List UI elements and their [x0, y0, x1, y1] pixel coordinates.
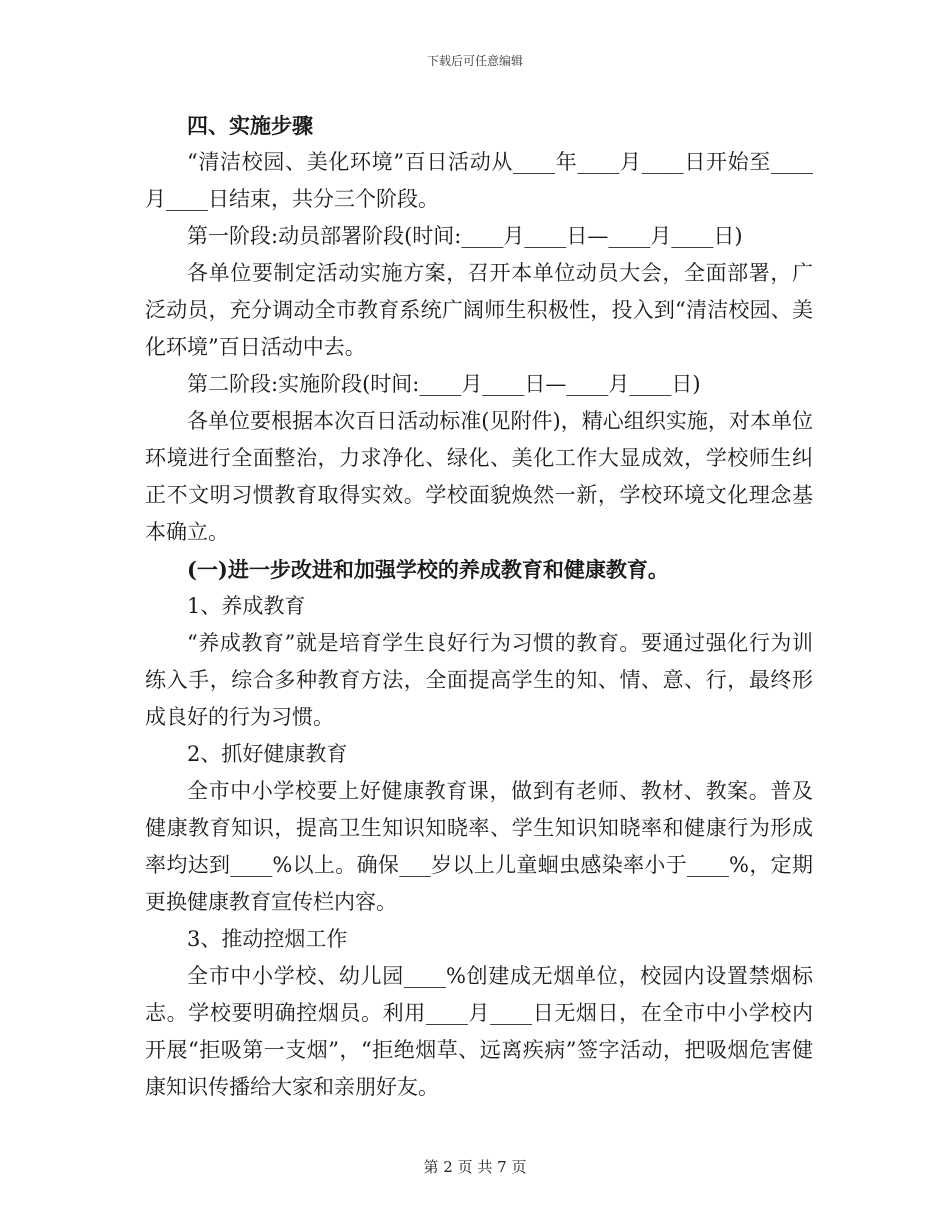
item-heading-tobacco-control: 3、推动控烟工作 — [187, 927, 348, 951]
subsection-heading-1: (一)进一步改进和加强学校的养成教育和健康教育。 — [187, 557, 669, 582]
paragraph-phase-one: 第一阶段:动员部署阶段(时间:____月____日—____月____日) — [187, 224, 743, 248]
paragraph-phase-two: 第二阶段:实施阶段(时间:____月____日—____月____日) — [187, 372, 701, 396]
item-heading-health-education: 2、抓好健康教育 — [187, 742, 348, 766]
item-heading-habit-education: 1、养成教育 — [187, 594, 306, 618]
page-header: 下载后可任意编辑 — [426, 54, 523, 68]
paragraph-health-education: 全市中小学校要上好健康教育课，做到有老师、教材、教案。普及健康教育知识，提高卫生知识知晓率、学生知识知晓率和健康行为形成率均达到____%以上。确保___岁以上儿童蛔虫感染率小于____%，定期更换健康教育宣传栏内容。 — [145, 779, 813, 914]
page-footer: 第 2 页 共 7 页 — [423, 1158, 527, 1176]
section-heading-implementation-steps: 四、实施步骤 — [187, 113, 313, 138]
paragraph-habit-education: “养成教育”就是培育学生良好行为习惯的教育。要通过强化行为训练入手，综合多种教育方法，全面提高学生的知、情、意、行，最终形成良好的行为习惯。 — [145, 631, 813, 729]
paragraph-phase-one-detail: 各单位要制定活动实施方案，召开本单位动员大会，全面部署，广泛动员，充分调动全市教育系统广阔师生积极性，投入到“清洁校园、美化环境”百日活动中去。 — [145, 261, 813, 359]
paragraph-tobacco-control: 全市中小学校、幼儿园____%创建成无烟单位，校园内设置禁烟标志。学校要明确控烟员。利用____月____日无烟日，在全市中小学校内开展“拒吸第一支烟”，“拒绝烟草、远离疾病”签字活动，把吸烟危害健康知识传播给大家和亲朋好友。 — [145, 964, 813, 1099]
paragraph-schedule: “清洁校园、美化环境”百日活动从____年____月____日开始至____月____日结束，共分三个阶段。 — [145, 150, 813, 211]
document-body — [145, 107, 813, 1106]
paragraph-phase-two-detail: 各单位要根据本次百日活动标准(见附件)，精心组织实施，对本单位环境进行全面整治，力求净化、绿化、美化工作大显成效，学校师生纠正不文明习惯教育取得实效。学校面貌焕然一新，学校环境文化理念基本确立。 — [145, 409, 813, 544]
